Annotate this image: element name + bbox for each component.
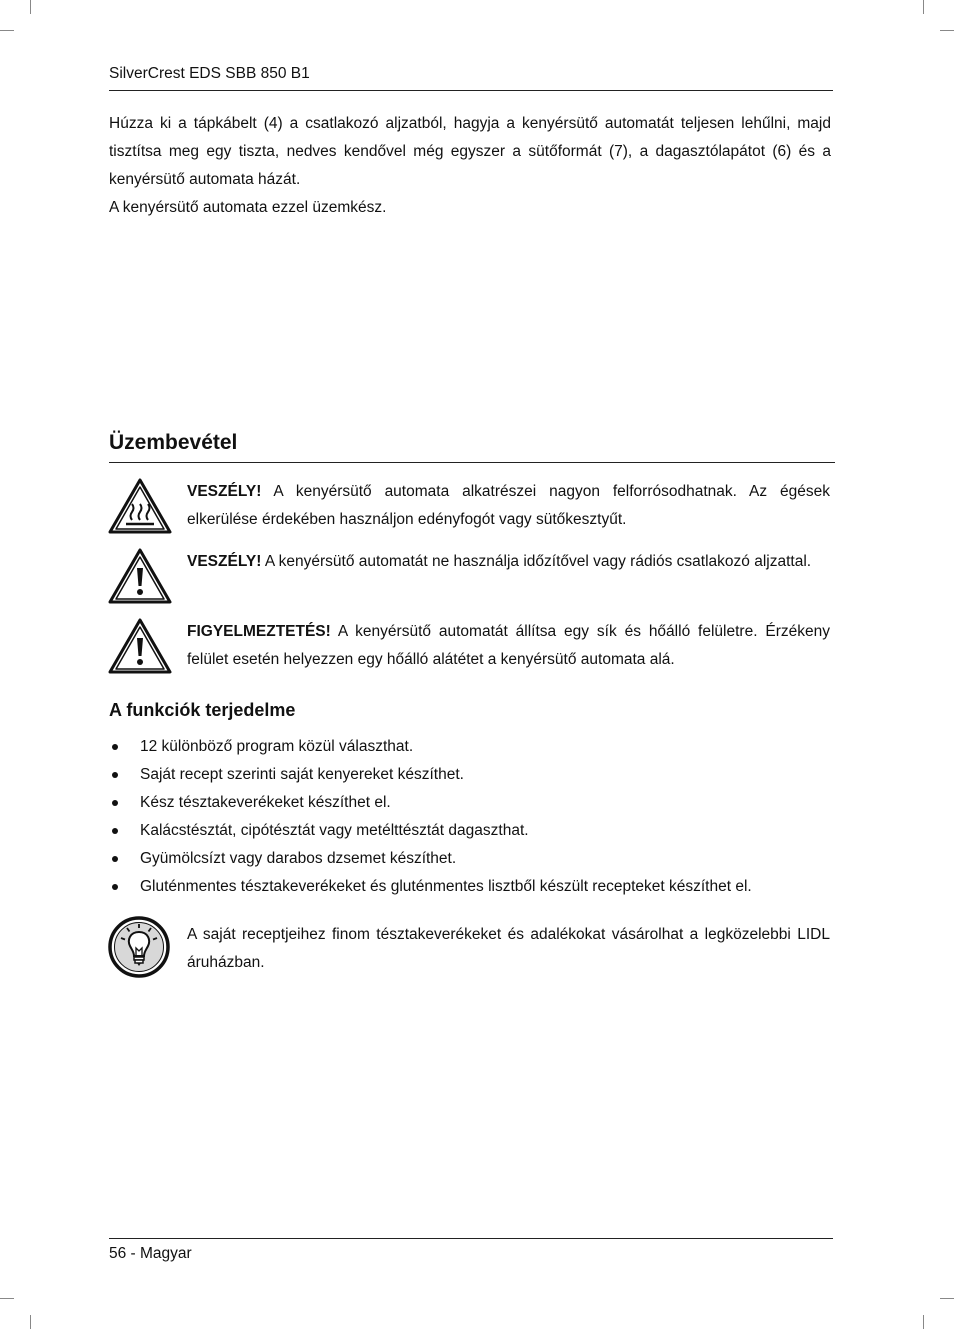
page-footer <box>109 1238 833 1265</box>
warning-body: A kenyérsütő automata alkatrészei nagyon felforrósodhatnak. Az égések elkerülése érdekében használjon edényfogót vagy sütőkesztyűt. <box>187 483 830 528</box>
list-item <box>109 789 829 817</box>
bullet-icon <box>112 884 118 890</box>
crop-mark <box>923 0 924 14</box>
crop-mark <box>0 1298 14 1299</box>
bullet-icon <box>112 772 118 778</box>
list-item-text: Kalácstésztát, cipótésztát vagy metélttésztát dagaszthat. <box>140 822 529 839</box>
list-item <box>109 817 829 845</box>
crop-mark <box>30 0 31 14</box>
warning-triangle-icon <box>108 618 172 674</box>
header-title: SilverCrest EDS SBB 850 B1 <box>109 65 310 82</box>
crop-mark <box>923 1315 924 1329</box>
bullet-icon <box>112 744 118 750</box>
list-item-text: 12 különböző program közül választhat. <box>140 738 414 755</box>
warning-body: A kenyérsütő automatát ne használja időzítővel vagy rádiós csatlakozó aljzattal. <box>261 553 812 570</box>
features-title: A funkciók terjedelme <box>109 700 296 720</box>
intro-paragraph: Húzza ki a tápkábelt (4) a csatlakozó aljzatból, hagyja a kenyérsütő automatát teljesen lehűlni, majd tisztítsa meg egy tiszta, nedves kendővel még egyszer a sütőformát (7), a dagasztólapátot (6) és a kenyérsütő automata házát. <box>109 115 831 188</box>
crop-mark <box>0 30 14 31</box>
bullet-icon <box>112 828 118 834</box>
bullet-icon <box>112 800 118 806</box>
bullet-icon <box>112 856 118 862</box>
list-item <box>109 733 829 761</box>
warning-triangle-icon <box>108 548 172 604</box>
page-number: 56 - Magyar <box>109 1245 192 1262</box>
crop-mark <box>940 30 954 31</box>
crop-mark <box>940 1298 954 1299</box>
list-item-text: Saját recept szerinti saját kenyereket készíthet. <box>140 766 464 783</box>
page-header <box>109 64 833 91</box>
tip-text: A saját receptjeihez finom tésztakeverékeket és adalékokat vásárolhat a legközelebbi LIDL áruházban. <box>187 926 830 971</box>
warning-body: A kenyérsütő automatát állítsa egy sík és hőálló felületre. Érzékeny felület esetén helyezzen egy hőálló alátétet a kenyérsütő automata alá. <box>187 623 830 668</box>
warning-keyword: VESZÉLY! <box>187 553 262 570</box>
list-item <box>109 845 829 873</box>
list-item <box>109 761 829 789</box>
list-item <box>109 873 829 901</box>
intro-paragraph: A kenyérsütő automata ezzel üzemkész. <box>109 199 387 216</box>
hot-surface-icon <box>108 478 172 534</box>
features-list <box>109 733 829 901</box>
warning-keyword: VESZÉLY! <box>187 483 262 500</box>
intro-text <box>109 110 831 222</box>
warning-text <box>187 618 830 674</box>
list-item-text: Gluténmentes tésztakeverékeket és gluténmentes lisztből készült recepteket készíthet el. <box>140 878 752 895</box>
list-item-text: Gyümölcsízt vagy darabos dzsemet készíthet. <box>140 850 457 867</box>
lightbulb-icon <box>108 916 170 978</box>
warning-text <box>187 548 830 576</box>
crop-mark <box>30 1315 31 1329</box>
warning-keyword: FIGYELMEZTETÉS! <box>187 623 331 640</box>
list-item-text: Kész tésztakeverékeket készíthet el. <box>140 794 391 811</box>
section-title: Üzembevétel <box>109 428 835 463</box>
warning-text <box>187 478 830 534</box>
